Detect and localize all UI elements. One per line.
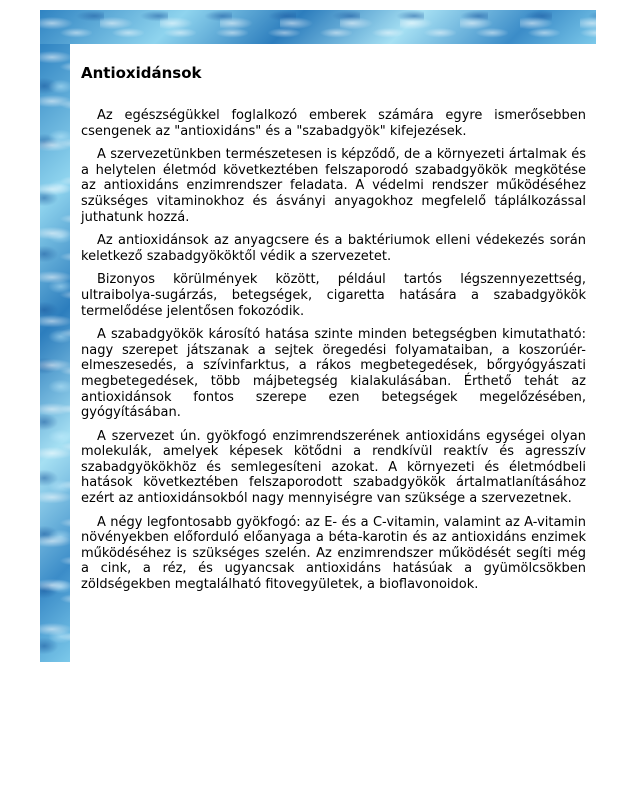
paragraph-scavenger-system: A szervezet ún. gyökfogó enzimrendszerének antioxidáns egységei olyan molekulák, amelyek képesek kötődni a rendkívül reaktív és agresszív szabadgyökökhöz és semlegesíteni azokat. A környezeti és életmódbeli hatások következtében felszaporodott szabadgyökök ártalmatlanításához ezért az antioxidánsokból nagy mennyiségre van szüksége a szervezetnek. (81, 428, 586, 507)
paragraph-causes: Bizonyos körülmények között, például tartós légszennyezettség, ultraibolya-sugárzás, betegségek, cigaretta hatására a szabadgyökök termelődése jelentősen fokozódik. (81, 272, 586, 319)
paragraph-key-scavengers: A négy legfontosabb gyökfogó: az E- és a C-vitamin, valamint az A-vitamin növényekben előforduló előanyaga a béta-karotin és az antioxidáns enzimek működéséhez is szükséges szelén. Az enzimrendszer működését segíti még a cink, a réz, és ugyancsak antioxidáns hatásúak a gyümölcsökben zöldségekben megtalálható fitovegyületek, a bioflavonoidok. (81, 514, 586, 593)
water-texture-banner (40, 10, 596, 44)
paragraph-protection: Az antioxidánsok az anyagcsere és a baktériumok elleni védekezés során keletkező szabadgyököktől védik a szervezetet. (81, 233, 586, 264)
page-title: Antioxidánsok (81, 64, 202, 82)
paragraph-enzyme-system: A szervezetünkben természetesen is képződő, de a környezeti ártalmak és a helytelen életmód következtében felszaporodó szabadgyökök megkötése az antioxidáns enzimrendszer feladata. A védelmi rendszer működéséhez szükséges vitaminokhoz és ásványi anyagokhoz megfelelő táplálkozással juthatunk hozzá. (81, 147, 586, 225)
article-body (81, 60, 586, 601)
water-texture-sidebar (40, 44, 70, 662)
paragraph-intro: Az egészségükkel foglalkozó emberek számára egyre ismerősebben csengenek az "antioxidáns" és a "szabadgyök" kifejezések. (81, 108, 586, 139)
paragraph-damage: A szabadgyökök károsító hatása szinte minden betegségben kimutatható: nagy szerepet játszanak a sejtek öregedési folyamataiban, a koszorúér-elmeszesedés, a szívinfarktus, a rákos megbetegedések, bőrgyógyászati megbetegedések, több májbetegség kialakulásában. Érthető tehát az antioxidánsok fontos szerepe ezen betegségek megelőzésében, gyógyításában. (81, 327, 586, 421)
